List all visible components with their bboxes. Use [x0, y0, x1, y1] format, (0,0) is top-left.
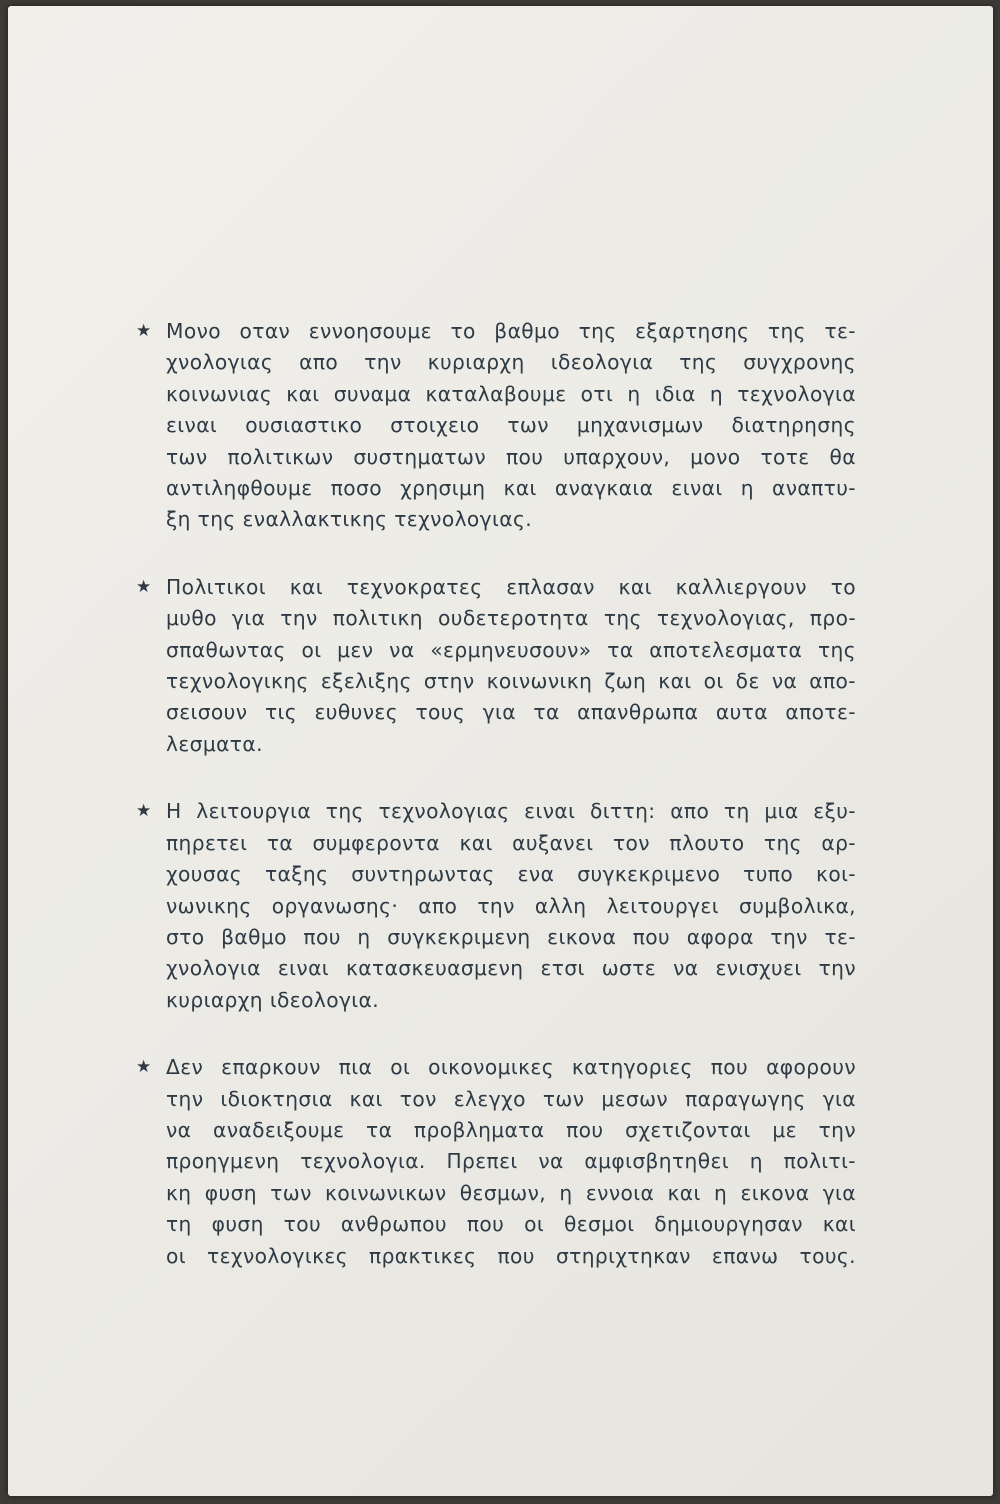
- text-line: κοινωνιας και συναμα καταλαβουμε οτι η ιδια η τεχνολογια: [166, 381, 856, 406]
- cover-text-block: [136, 316, 856, 1308]
- paragraph-1: [136, 316, 856, 536]
- star-bullet-icon: ★: [136, 1057, 152, 1078]
- star-bullet-icon: ★: [136, 321, 152, 341]
- text-line: Πολιτικοι και τεχνοκρατες επλασαν και καλλιεργουν το: [166, 574, 856, 599]
- text-line: χουσας ταξης συντηρωντας ενα συγκεκριμενο τυπο κοι-: [166, 862, 856, 887]
- back-cover: [8, 6, 993, 1496]
- text-line: στο βαθμο που η συγκεκριμενη εικονα που αφορα την τε-: [166, 924, 856, 949]
- text-line: νωνικης οργανωσης· απο την αλλη λειτουργει συμβολικα,: [166, 893, 856, 918]
- text-line: Η λειτουργια της τεχνολογιας ειναι διττη: απο τη μια εξυ-: [166, 799, 856, 824]
- text-line: ειναι ουσιαστικο στοιχειο των μηχανισμων διατηρησης: [166, 413, 856, 438]
- paragraph-2: [136, 572, 856, 760]
- text-line: χνολογια ειναι κατασκευασμενη ετσι ωστε να ενισχυει την: [166, 956, 856, 981]
- paragraph-3: [136, 796, 856, 1016]
- text-line: μυθο για την πολιτικη ουδετεροτητα της τεχνολογιας, προ-: [166, 606, 856, 631]
- text-line: ξη της εναλλακτικης τεχνολογιας.: [166, 507, 533, 532]
- text-line: σπαθωντας οι μεν να «ερμηνευσουν» τα αποτελεσματα της: [166, 637, 856, 662]
- paragraph-4: [136, 1052, 856, 1272]
- text-line: Δεν επαρκουν πια οι οικονομικες κατηγοριες που αφορουν: [166, 1055, 856, 1080]
- text-line: λεσματα.: [166, 731, 263, 756]
- text-line: κη φυση των κοινωνικων θεσμων, η εννοια και η εικονα για: [166, 1180, 856, 1205]
- star-bullet-icon: ★: [136, 576, 152, 597]
- text-line: των πολιτικων συστηματων που υπαρχουν, μονο τοτε θα: [166, 444, 856, 469]
- text-line: προηγμενη τεχνολογια. Πρεπει να αμφισβητηθει η πολιτι-: [166, 1149, 856, 1174]
- text-line: Μονο οταν εννοησουμε το βαθμο της εξαρτησης της τε-: [166, 319, 856, 343]
- text-line: πηρετει τα συμφεροντα και αυξανει τον πλουτο της αρ-: [166, 830, 856, 855]
- text-line: οι τεχνολογικες πρακτικες που στηριχτηκαν επανω τους.: [166, 1243, 856, 1268]
- text-line: την ιδιοκτησια και τον ελεγχο των μεσων παραγωγης για: [166, 1086, 856, 1111]
- text-line: αντιληφθουμε ποσο χρησιμη και αναγκαια ειναι η αναπτυ-: [166, 476, 856, 501]
- text-line: να αναδειξουμε τα προβληματα που σχετιζονται με την: [166, 1117, 856, 1142]
- star-bullet-icon: ★: [136, 801, 152, 822]
- text-line: τη φυση του ανθρωπου που οι θεσμοι δημιουργησαν και: [166, 1212, 856, 1237]
- text-line: σεισουν τις ευθυνες τους για τα απανθρωπα αυτα αποτε-: [166, 700, 856, 725]
- text-line: κυριαρχη ιδεολογια.: [166, 987, 380, 1012]
- text-line: τεχνολογικης εξελιξης στην κοινωνικη ζωη και οι δε να απο-: [166, 669, 856, 694]
- text-line: χνολογιας απο την κυριαρχη ιδεολογια της συγχρονης: [166, 350, 856, 375]
